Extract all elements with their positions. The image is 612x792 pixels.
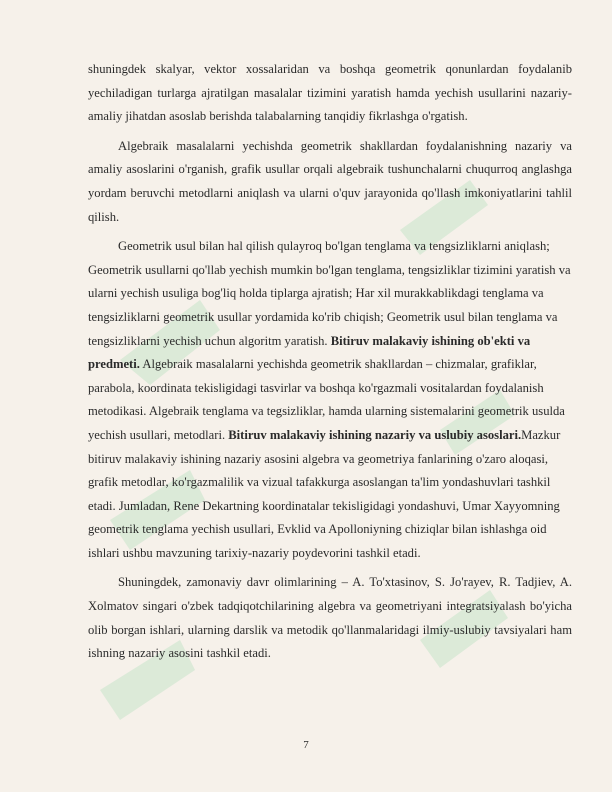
paragraph-research-goal: Algebraik masalalarni yechishda geometrik shakllardan foydalanishning nazariy va amaliy asoslarini o'rganish, grafik usullar orqali algebraik tushunchalarni chuqurroq anglashga yordam beruvchi metodlarni aniqlash va ularni o'quv jarayonida qo'llash imkoniyatlarini tahlil qilish. [88,138,572,224]
theory-heading: Bitiruv malakaviy ishining nazariy va uslubiy asoslari. [228,427,522,442]
tasks-text: Geometrik usul bilan hal qilish qulayroq bo'lgan tenglama va tengsizliklarni aniqlash; Geometrik usullarni qo'llab yechish mumkin bo'lgan tenglama, tengsizliklar tizimini yaratish va ularni yechish usuliga bog'liq holda tiplarga ajratish; Har xil murakkablikdagi tenglama va tengsizliklarni geometrik usullar yordamida ko'rib chiqish; Geometrik usul bilan tenglama va tengsizliklarni yechish uchun algoritm yaratish. [88,239,571,348]
theory-text: Mazkur bitiruv malakaviy ishining nazariy asosini algebra va geometriya fanlarining o'zaro aloqasi, grafik metodlar, ko'rgazmalilik va vizual tafakkurga asoslangan ta'lim yondashuvlari tashkil etadi. Jumladan, Rene Dekartning koordinatalar tekisligidagi yondashuvi, Umar Xayyomning geometrik tenglama yechish usullari, Evklid va Apolloniyning chiziqlar bilan ishlashga oid ishlari ushbu mavzuning tarixiy-nazariy poydevorini tashkil etadi. [88,427,561,560]
object-heading: Bitiruv malakaviy ishining ob'ekti va predmeti. [88,333,531,372]
document-body [88,58,572,666]
paragraph-modern-scholars: Shuningdek, zamonaviy davr olimlarining – A. To'xtasinov, S. Jo'rayev, R. Tadjiev, A. Xolmatov singari o'zbek tadqiqotchilarining algebra va geometriyani integratsiyalash bo'yicha olib borgan ishlari, ularning darslik va metodik qo'llanmalaridagi ilmiy-uslubiy tavsiyalari ham ishning nazariy asosini tashkil etadi. [88,575,572,661]
object-text: Algebraik masalalarni yechishda geometrik shakllardan – chizmalar, grafiklar, parabola, koordinata tekisligidagi tasvirlar va boshqa ko'rgazmali vositalardan foydalanish metodikasi. Algebraik tenglama va tegsizliklar, hamda ularning sistemalarini geometrik usulda yechish usullari, metodlari. [88,357,565,442]
page-number: 7 [303,739,309,751]
paragraph-tasks-and-object [88,235,572,565]
paragraph-intro-continuation: shuningdek skalyar, vektor xossalaridan va boshqa geometrik qonunlardan foydalanib yechiladigan turlarga ajratilgan masalalar tizimini yaratish hamda yechish usullarini nazariy-amaliy jihatdan asoslab berishda talabalarning tanqidiy fikrlashga o'rgatish. [88,62,572,124]
